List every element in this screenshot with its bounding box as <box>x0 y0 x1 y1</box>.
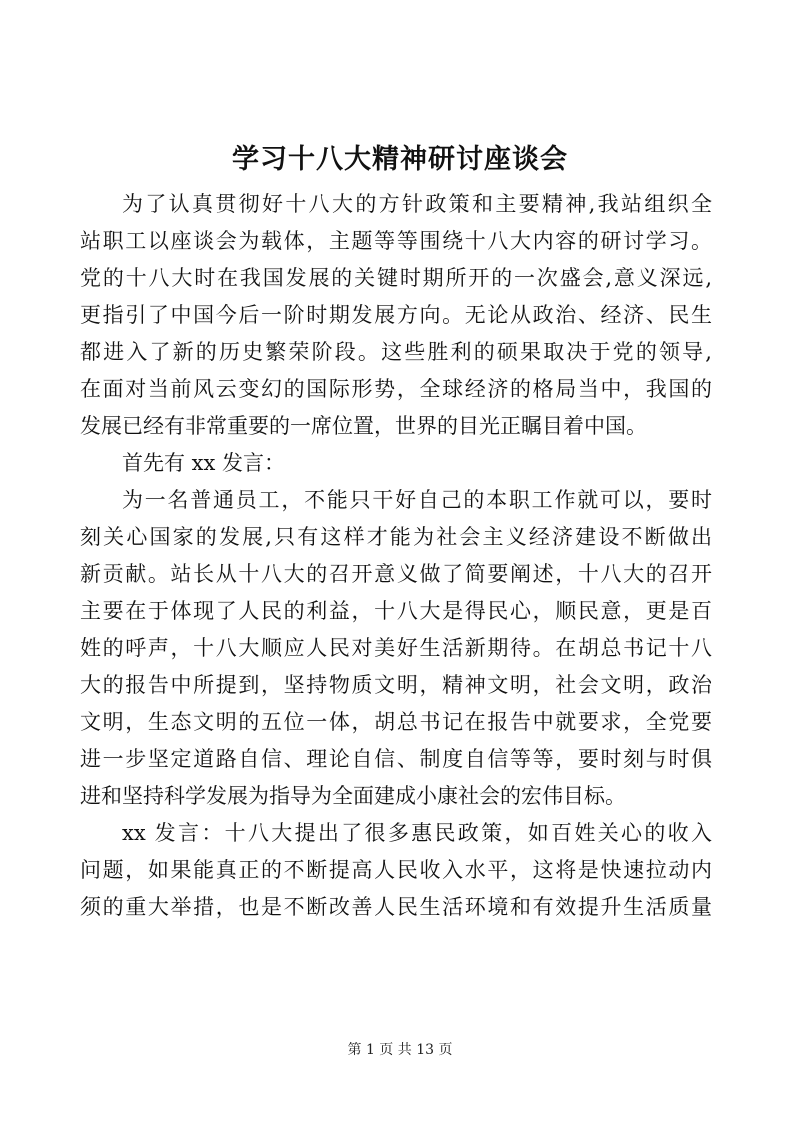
body-line: 在面对当前风云变幻的国际形势，全球经济的格局当中，我国的 <box>80 377 712 401</box>
body-line: 为了认真贯彻好十八大的方针政策和主要精神,我站组织全 <box>122 192 712 216</box>
body-line: 姓的呼声，十八大顺应人民对美好生活新期待。在胡总书记十八 <box>80 636 712 660</box>
body-line: 进一步坚定道路自信、理论自信、制度自信等等，要时刻与时俱 <box>80 747 712 771</box>
body-line: 大的报告中所提到，坚持物质文明，精神文明，社会文明，政治 <box>80 673 712 697</box>
page-number: 第 1 页 共 13 页 <box>347 1042 453 1058</box>
body-line: 发展已经有非常重要的一席位置，世界的目光正瞩目着中国。 <box>80 414 647 438</box>
body-line: 问题，如果能真正的不断提高人民收入水平，这将是快速拉动内 <box>80 858 712 882</box>
body-line: 新贡献。站长从十八大的召开意义做了简要阐述，十八大的召开 <box>80 562 712 586</box>
body-line: 都进入了新的历史繁荣阶段。这些胜利的硕果取决于党的领导, <box>80 340 712 364</box>
body-line: 进和坚持科学发展为指导为全面建成小康社会的宏伟目标。 <box>80 784 626 808</box>
body-line: 站职工以座谈会为载体，主题等等围绕十八大内容的研讨学习。 <box>80 229 712 253</box>
body-line: 刻关心国家的发展,只有这样才能为社会主义经济建设不断做出 <box>80 525 712 549</box>
body-line: 首先有 xx 发言： <box>122 451 286 475</box>
body-line: 更指引了中国今后一阶时期发展方向。无论从政治、经济、民生 <box>80 303 712 327</box>
document-body <box>80 186 712 926</box>
body-line: 为一名普通员工，不能只干好自己的本职工作就可以，要时 <box>122 488 712 512</box>
document-title: 学习十八大精神研讨座谈会 <box>232 144 568 175</box>
body-line: 主要在于体现了人民的利益，十八大是得民心，顺民意，更是百 <box>80 599 712 623</box>
body-line: xx 发言：十八大提出了很多惠民政策，如百姓关心的收入 <box>122 821 712 845</box>
body-line: 党的十八大时在我国发展的关键时期所开的一次盛会,意义深远, <box>80 266 712 290</box>
body-line: 文明，生态文明的五位一体，胡总书记在报告中就要求，全党要 <box>80 710 712 734</box>
body-line: 须的重大举措，也是不断改善人民生活环境和有效提升生活质量 <box>80 895 712 919</box>
